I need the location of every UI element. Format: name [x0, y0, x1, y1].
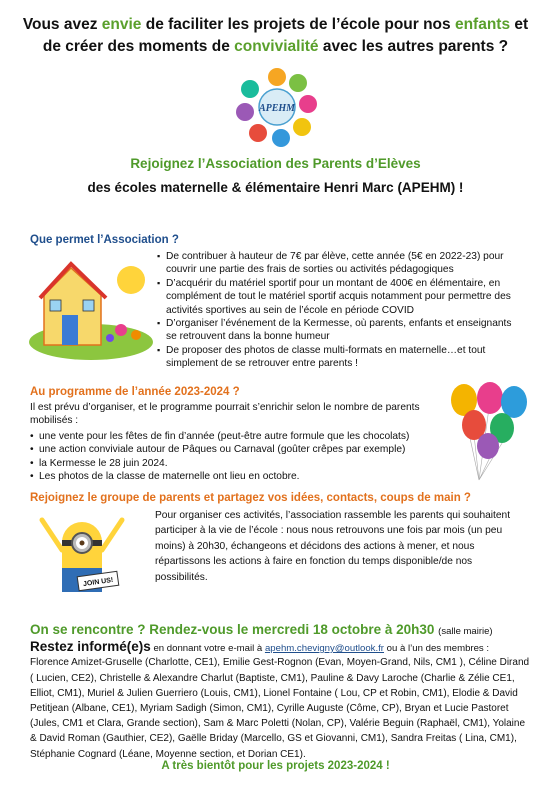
- list-item: ▪ D’acquérir du matériel sportif pour un montant de 400€ en élémentaire, en complément de tout le matériel sportif acquis notamment pour permettre des activités sportives au sein de l’école en période COVID: [157, 277, 517, 317]
- list-item: • Les photos de la classe de maternelle ont lieu en octobre.: [30, 470, 430, 483]
- apehm-logo: [232, 66, 322, 148]
- list-item: ▪ De contribuer à hauteur de 7€ par élève, cette année (5€ en 2022-23) pour couvrir une partie des frais de sorties ou activités pédagogiques: [157, 250, 517, 277]
- programme-content: [30, 401, 430, 483]
- list-item: ▪ De proposer des photos de classe multi-formats en maternelle…et tout simplement de se retrouver entre parents !: [157, 344, 517, 371]
- headline-line-2: de créer des moments de convivialité avec les autres parents ?: [42, 38, 509, 55]
- association-bullets: [157, 250, 517, 371]
- list-item: • la Kermesse le 28 juin 2024.: [30, 457, 430, 470]
- house-drawing-image: [26, 250, 156, 362]
- svg-text:JOIN US!: JOIN US!: [82, 576, 114, 589]
- members-list: Florence Amizet-Gruselle (Charlotte, CE1), Emilie Gest-Rognon (Evan, Moyen-Grand, Nils, CM1 ), Céline Dirand ( Lucien, CE2), Christelle & Alexandre Charlut (Baptiste, CM1), Pauline & Davy Laroche (Charlie & Zélie CE1, Elliot, CM1), Muriel & Julien Guerriero (Louis, CM1), Lionel Fontaine ( Lou, CP et Robin, CM1), Elodie & David Petitjean (Albane, CE1), Myriam Sadigh (Simon, CM1), Cyrille Auguste (Côme, CP), Bryan et Lucie Pastoret (Jules, CM1 et Clara, Grande section), Sam & Marc Poletti (Nolan, CP), Valérie Beguin (Raphaël, CM1), Yolaine & David Roman (Gauthier, CE2), Gaëlle Briday (Marcello, GS et Giovanni, CM1), Sandra Freitas ( Lina, CM1), Stéphanie Cognard (Léane, Moyenne section, et Dorian CE1).: [30, 657, 530, 760]
- balloons-image: [444, 380, 534, 485]
- list-item: • une action conviviale autour de Pâques ou Carnaval (goûter crêpes par exemple): [30, 443, 430, 456]
- list-item: ▪ D’organiser l’événement de la Kermesse, où parents, enfants et enseignants se retrouvent dans la bonne humeur: [157, 317, 517, 344]
- section-group-title: Rejoignez le groupe de parents et partagez vos idées, contacts, coups de main ?: [30, 492, 471, 504]
- section-programme-title: Au programme de l’année 2023-2024 ?: [30, 386, 240, 398]
- footer-text: A très bientôt pour les projets 2023-2024 !: [161, 760, 390, 772]
- programme-intro: Il est prévu d’organiser, et le programme pourrait s’enrichir selon le nombre de parents mobilisés :: [30, 402, 420, 427]
- group-text: Pour organiser ces activités, l’association rassemble les parents qui souhaitent participer à la vie de l’école : nous nous retrouvons une fois par mois (un peu moins) à 20h30, échangeons et décidons des actions à mener, et nous répartissons les actions à faire en fonction du temps disponible/de nos possibilités.: [155, 510, 511, 583]
- section-association-title: Que permet l’Association ?: [30, 234, 179, 246]
- join-subtitle: des écoles maternelle & élémentaire Henri Marc (APEHM) !: [87, 180, 464, 195]
- email-link[interactable]: apehm.chevigny@outlook.fr: [264, 643, 385, 654]
- headline-line-1: Vous avez envie de faciliter les projets de l’école pour nos enfants et: [22, 16, 529, 33]
- info-line: Restez informé(e)s en donnant votre e-mail à apehm.chevigny@outlook.fr ou à l’un des membres :: [30, 639, 490, 654]
- join-title: Rejoignez l’Association des Parents d’Elèves: [130, 156, 421, 171]
- minion-image: [36, 510, 128, 602]
- list-item: • une vente pour les fêtes de fin d’année (peut-être autre formule que les chocolats): [30, 430, 430, 443]
- info-block: [30, 640, 530, 762]
- svg-text:APEHM: APEHM: [258, 103, 296, 114]
- meeting-line: On se rencontre ? Rendez-vous le mercredi 18 octobre à 20h30 (salle mairie): [30, 622, 493, 637]
